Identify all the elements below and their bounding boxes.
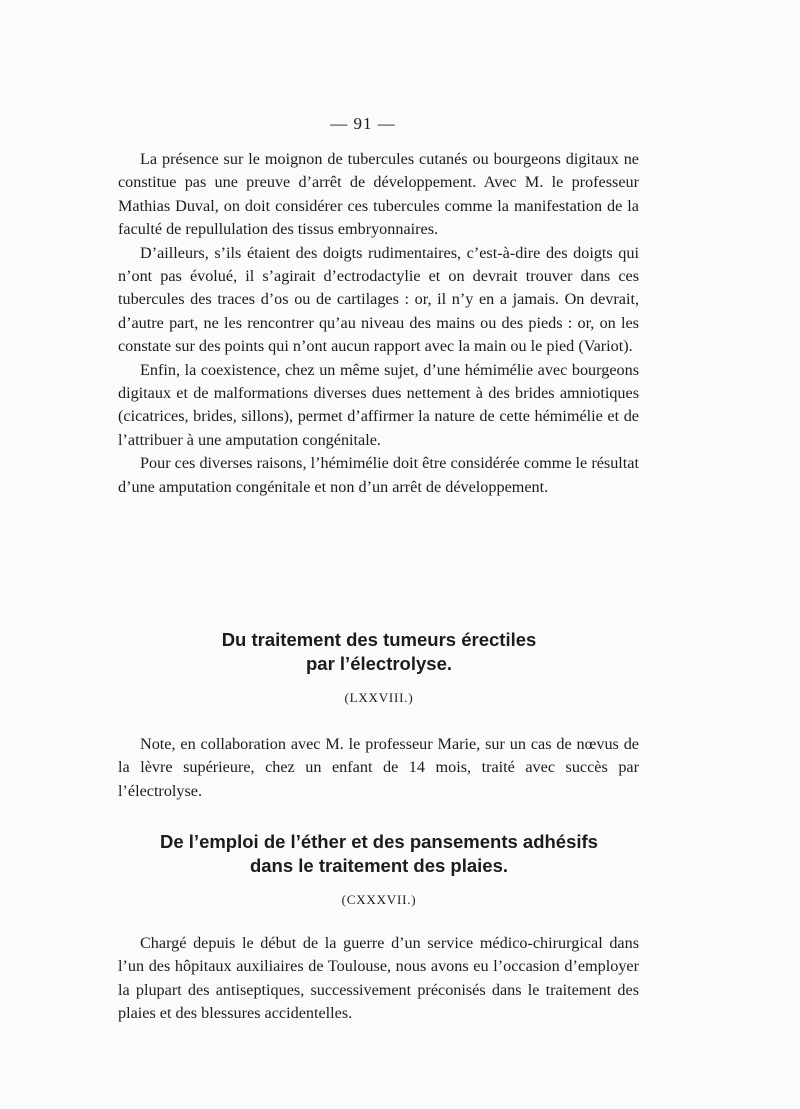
- page-number: — 91 —: [330, 114, 396, 133]
- reference-lxxviii: (LXXVIII.): [344, 690, 414, 705]
- heading-line-1: De l’emploi de l’éther et des pansements adhésifs: [160, 831, 598, 852]
- section-ether-body: [118, 932, 639, 1026]
- heading-ether-pansements: [100, 830, 658, 878]
- section-hemimelie-body: [118, 148, 639, 499]
- heading-line-1: Du traitement des tumeurs érectiles: [221, 629, 537, 650]
- paragraph-bourgeons: La présence sur le moignon de tubercules cutanés ou bourgeons digitaux ne constitue pas une preuve d’arrêt de développement. Avec M. le professeur Mathias Duval, on doit considérer ces tubercules comme la manifestation de la faculté de repullulation des tissus embryonnaires.: [118, 150, 639, 239]
- paragraph-ectrodactylie: D’ailleurs, s’ils étaient des doigts rudimentaires, c’est-à-dire des doigts qui n’ont pas évolué, il s’agirait d’ectrodactylie et on devrait trouver dans ces tubercules des traces d’os ou de cartilages : or, il n’y en a jamais. On devrait, d’autre part, ne les rencontrer qu’au niveau des mains ou des pieds : or, on les constate sur des points qui n’ont aucun rapport avec la main ou le pied (Variot).: [118, 243, 639, 356]
- heading-line-2: par l’électrolyse.: [305, 653, 453, 674]
- paragraph-conclusion: Pour ces diverses raisons, l’hémimélie doit être considérée comme le résultat d’une amputation congénitale et non d’un arrêt de développement.: [118, 454, 639, 496]
- paragraph-noevus: Note, en collaboration avec M. le professeur Marie, sur un cas de nœvus de la lèvre supérieure, chez un enfant de 14 mois, traité avec succès par l’électrolyse.: [118, 735, 639, 800]
- reference-cxxxvii: (CXXXVII.): [341, 892, 417, 907]
- heading-line-2: dans le traitement des plaies.: [249, 855, 509, 876]
- section-electrolyse-body: [118, 733, 639, 803]
- paragraph-brides-amniotiques: Enfin, la coexistence, chez un même sujet, d’une hémimélie avec bourgeons digitaux et de malformations diverses dues nettement à des brides amniotiques (cicatrices, brides, sillons), permet d’affirmer la nature de cette hémimélie et de l’attribuer à une amputation congénitale.: [118, 360, 639, 449]
- paragraph-antiseptiques: Chargé depuis le début de la guerre d’un service médico-chirurgical dans l’un des hôpitaux auxiliaires de Toulouse, nous avons eu l’occasion d’employer la plupart des antiseptiques, successivement préconisés dans le traitement des plaies et des blessures accidentelles.: [118, 934, 639, 1023]
- heading-tumeurs-erectiles: [100, 628, 658, 676]
